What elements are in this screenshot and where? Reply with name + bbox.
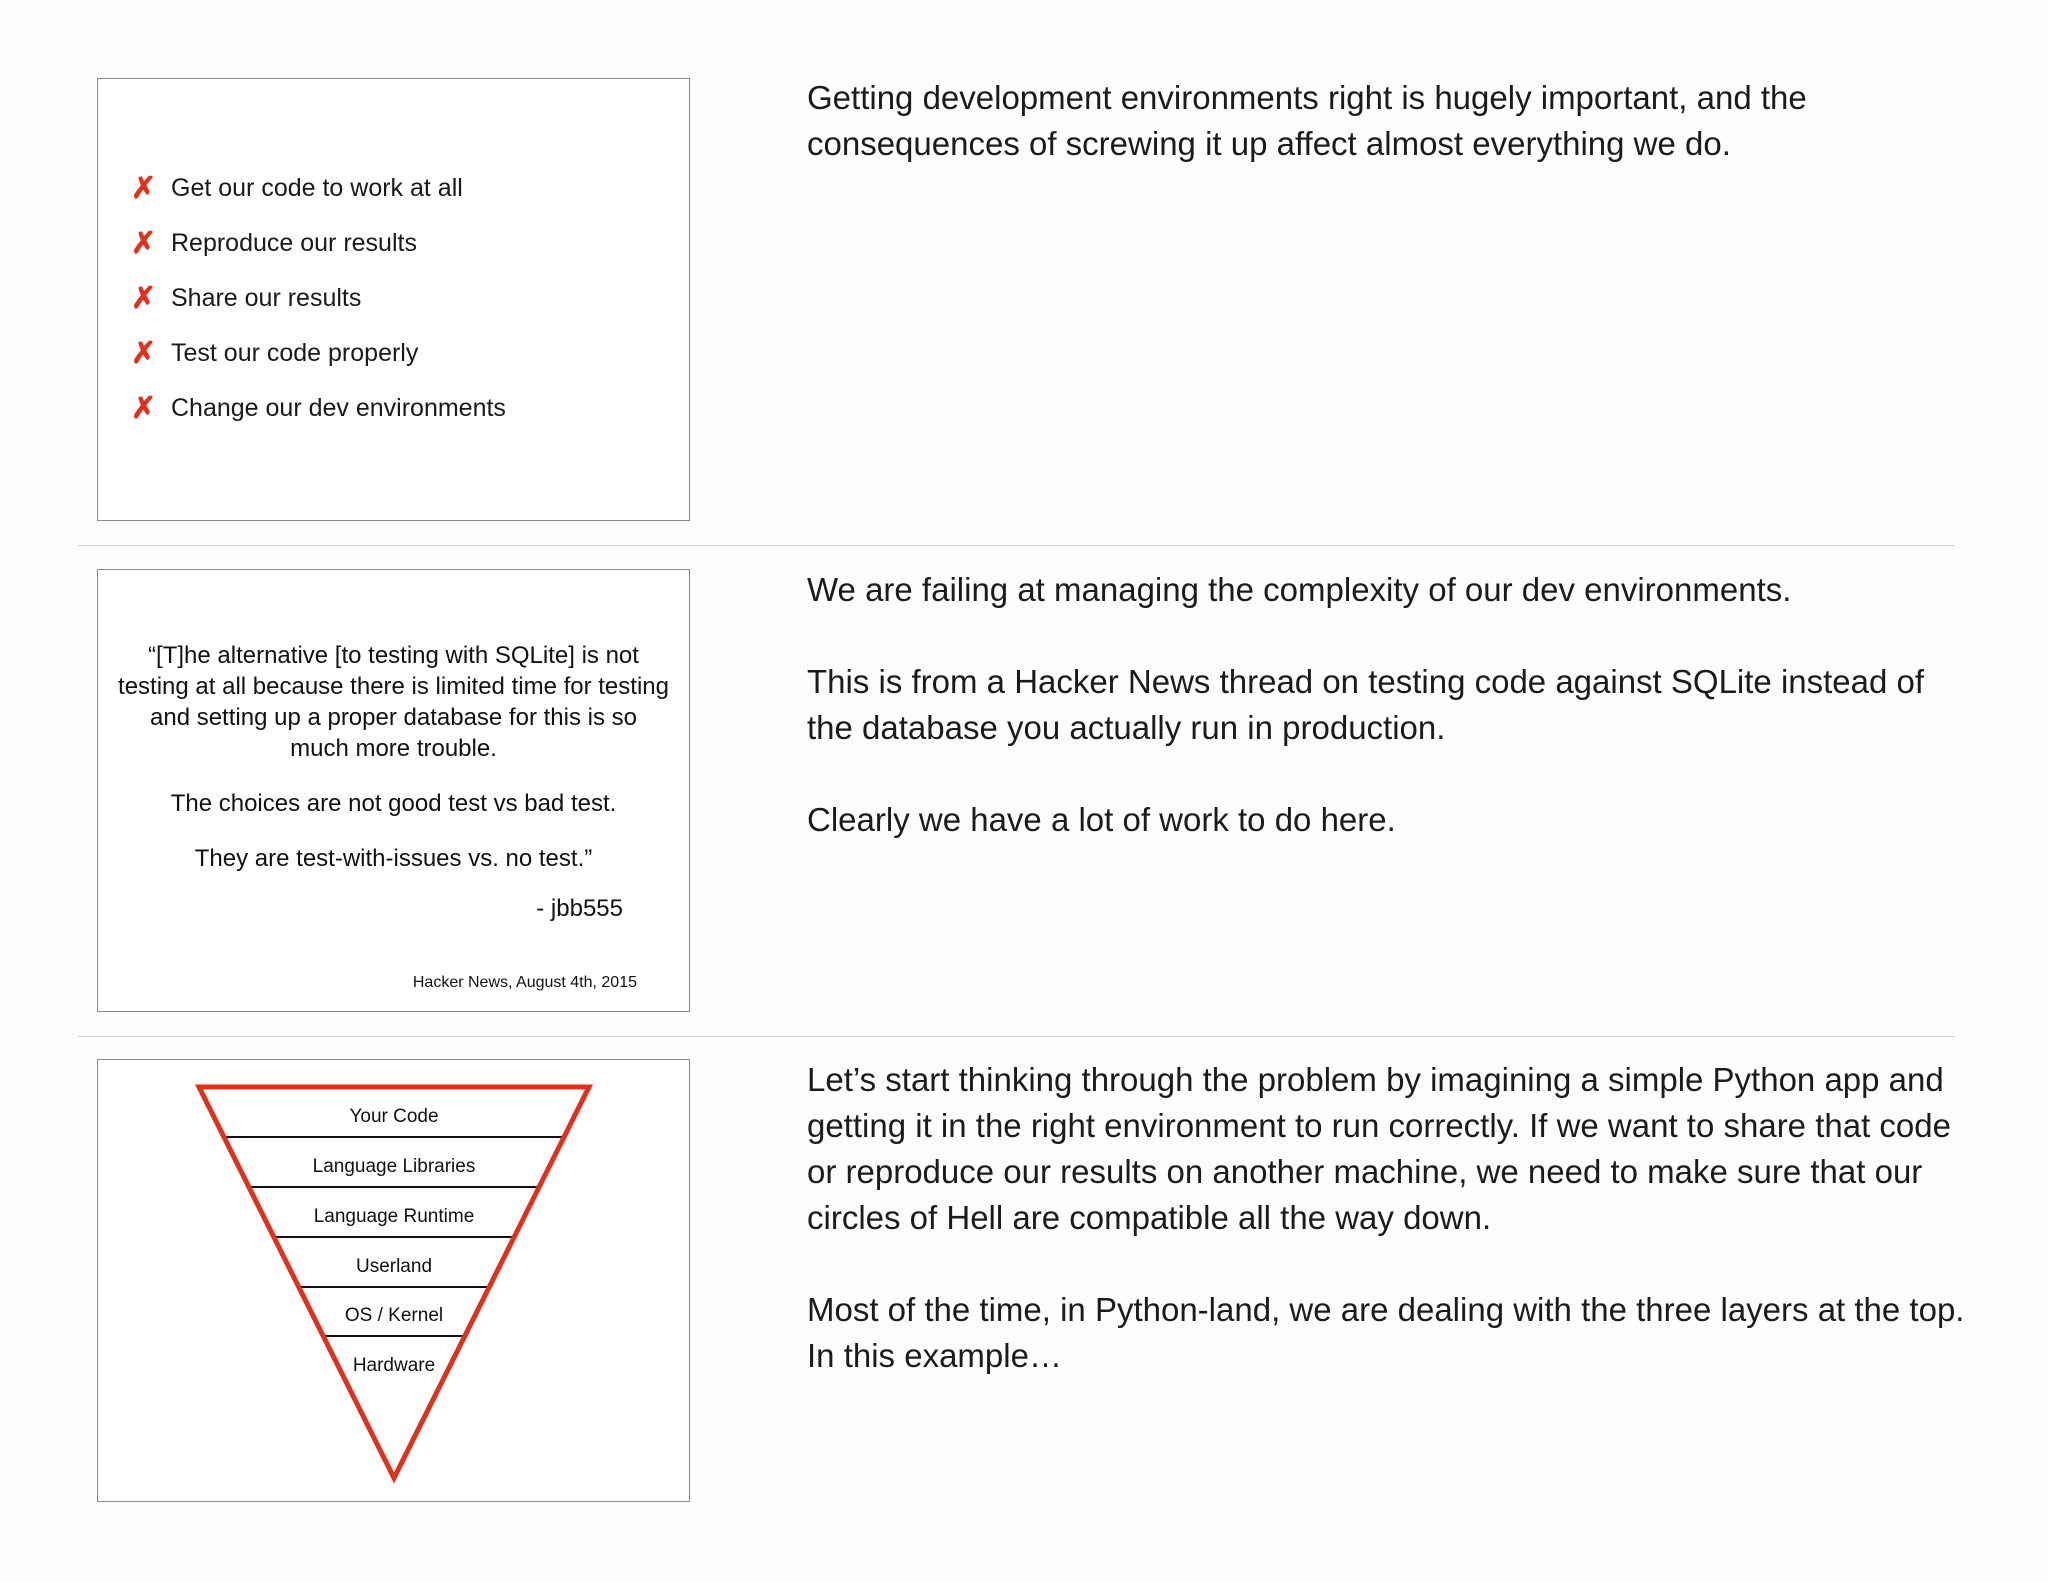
pyramid-outline	[199, 1087, 589, 1478]
cross-icon: ✗	[131, 392, 157, 425]
bullet-item	[131, 216, 506, 271]
bullet-item	[131, 381, 506, 436]
layer-label: Hardware	[352, 1355, 436, 1376]
layer-label: Your Code	[349, 1106, 439, 1127]
cross-icon: ✗	[131, 172, 157, 205]
layer-label: OS / Kernel	[344, 1305, 444, 1326]
bullet-item	[131, 326, 506, 381]
divider	[78, 545, 1955, 546]
quote-block	[118, 640, 669, 898]
notes-paragraph: Let’s start thinking through the problem by imagining a simple Python app and getting it in the right environment to run correctly. If we want to share that code or reproduce our results on another machine, we need to make sure that our circles of Hell are compatible all the way down.	[807, 1061, 1951, 1236]
notes-paragraph: This is from a Hacker News thread on testing code against SQLite instead of the database you actually run in production.	[807, 663, 1925, 746]
cross-icon: ✗	[131, 282, 157, 315]
bullet-text: Share our results	[171, 284, 362, 312]
quote-attribution: - jbb555	[536, 895, 623, 922]
slide-thumbnail-3	[97, 1059, 690, 1502]
bullet-text: Test our code properly	[171, 339, 419, 367]
bullet-item	[131, 271, 506, 326]
bullet-text: Change our dev environments	[171, 394, 506, 422]
cross-icon: ✗	[131, 227, 157, 260]
inverted-pyramid-diagram	[98, 1060, 691, 1503]
bullet-list	[131, 161, 506, 436]
speaker-notes-3	[807, 1057, 1977, 1425]
quote-source: Hacker News, August 4th, 2015	[412, 974, 637, 991]
notes-paragraph: Clearly we have a lot of work to do here.	[807, 801, 1396, 838]
quote-paragraph: The choices are not good test vs bad test.	[170, 790, 617, 817]
notes-paragraph: Getting development environments right is hugely important, and the consequences of screwing it up affect almost everything we do.	[807, 79, 1807, 162]
quote-paragraph: They are test-with-issues vs. no test.”	[194, 845, 593, 872]
layer-label: Userland	[355, 1256, 433, 1277]
bullet-text: Reproduce our results	[171, 229, 417, 257]
notes-paragraph: Most of the time, in Python-land, we are dealing with the three layers at the top. In this example…	[807, 1291, 1965, 1374]
speaker-notes-2	[807, 567, 1977, 889]
layer-label: Language Libraries	[312, 1156, 476, 1177]
speaker-notes-1	[807, 75, 1977, 213]
quote-paragraph: “[T]he alternative [to testing with SQLite] is not testing at all because there is limited time for testing and setting up a proper database for this is so much more trouble.	[118, 642, 669, 762]
layer-label: Language Runtime	[313, 1206, 475, 1227]
notes-paragraph: We are failing at managing the complexity of our dev environments.	[807, 571, 1792, 608]
cross-icon: ✗	[131, 337, 157, 370]
divider	[78, 1036, 1955, 1037]
bullet-text: Get our code to work at all	[171, 174, 463, 202]
slide-thumbnail-2	[97, 569, 690, 1012]
slide-thumbnail-1	[97, 78, 690, 521]
bullet-item	[131, 161, 506, 216]
